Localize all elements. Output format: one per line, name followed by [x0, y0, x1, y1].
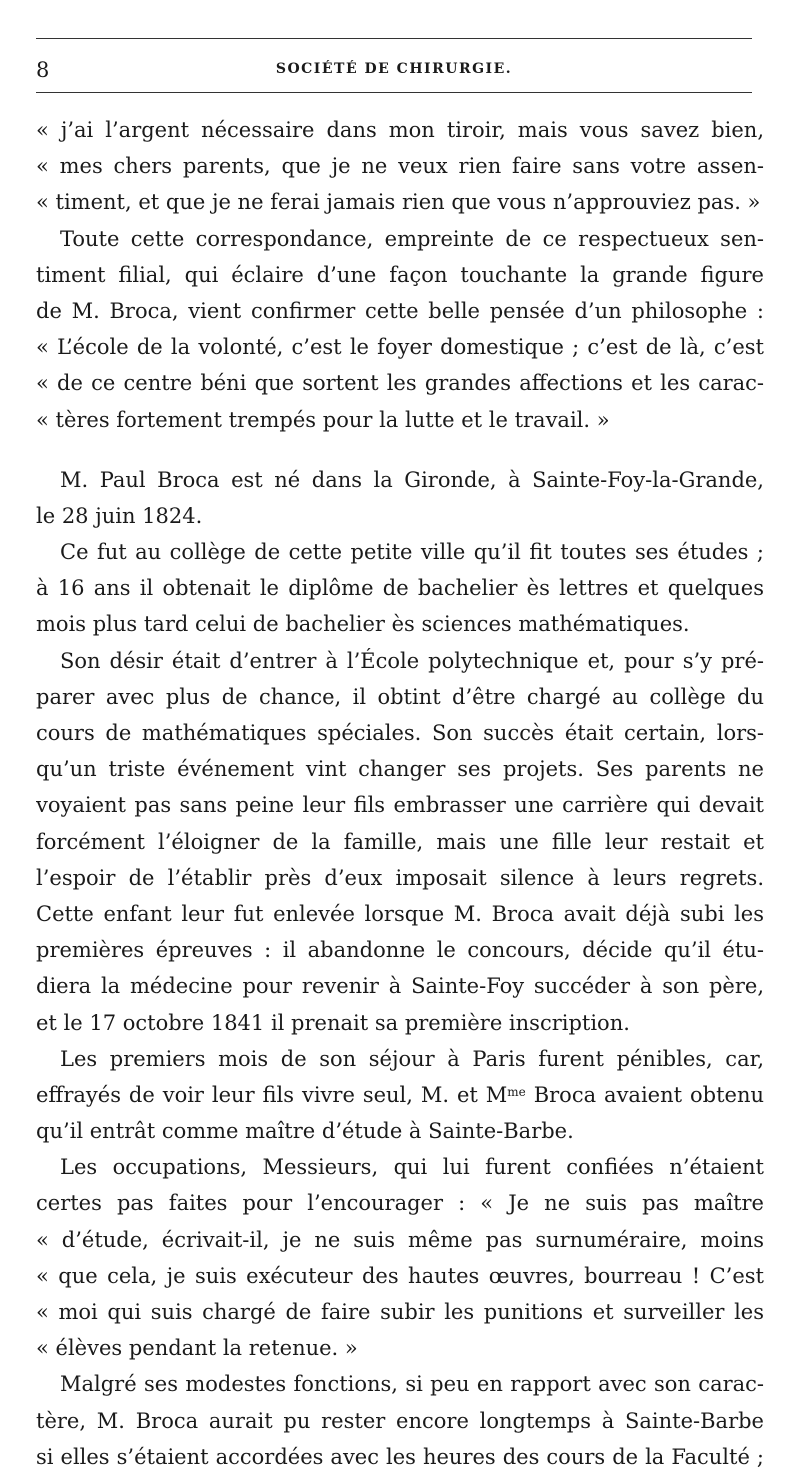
text-line: forcément l’éloigner de la famille, mais une fille leur restait et [36, 829, 764, 854]
text-line: qu’un triste événement vint changer ses projets. Ses parents ne [36, 757, 764, 782]
paragraph [36, 462, 764, 534]
paragraph [36, 221, 764, 438]
text-line: « mes chers parents, que je ne veux rien faire sans votre assen- [36, 154, 764, 179]
text-line: « timent, et que je ne ferai jamais rien que vous n’approuviez pas. » [36, 190, 761, 215]
paragraph [36, 534, 764, 643]
text-line: « que cela, je suis exécuteur des hautes œuvres, bourreau ! C’est [36, 1263, 764, 1288]
running-header [36, 58, 752, 82]
text-line: cours de mathématiques spéciales. Son succès était certain, lors- [36, 721, 764, 745]
text-line: « L’école de la volonté, c’est le foyer domestique ; c’est de là, c’est [36, 335, 764, 360]
text-line: Son désir était d’entrer à l’École polytechnique et, pour s’y pré- [60, 648, 764, 673]
text-line: si elles s’étaient accordées avec les heures des cours de la Faculté ; [36, 1444, 764, 1469]
text-line: de M. Broca, vient confirmer cette belle pensée d’un philosophe : [36, 298, 764, 323]
text-line [36, 1077, 764, 1113]
paragraph [36, 1041, 764, 1150]
text-line: « j’ai l’argent nécessaire dans mon tiroir, mais vous savez bien, [36, 118, 764, 142]
text-line: Toute cette correspondance, empreinte de ce respectueux sen- [60, 226, 764, 251]
text-span: Broca avaient obtenu [525, 1082, 764, 1107]
text-line: tère, M. Broca aurait pu rester encore longtemps à Sainte-Barbe [36, 1408, 764, 1433]
text-line: l’espoir de l’établir près d’eux imposait silence à leurs regrets. [36, 865, 764, 890]
text-line: « tères fortement trempés pour la lutte et le travail. » [36, 407, 610, 432]
text-line: voyaient pas sans peine leur fils embrasser une carrière qui devait [36, 793, 764, 818]
text-line: « d’étude, écrivait-il, je ne suis même pas surnuméraire, moins [36, 1227, 764, 1252]
paragraph-gap [36, 438, 764, 462]
paragraph [36, 643, 764, 1041]
running-title: SOCIÉTÉ DE CHIRURGIE. [275, 61, 513, 77]
header-top-rule [36, 38, 752, 39]
paragraph [36, 112, 764, 221]
text-line: diera la médecine pour revenir à Sainte-Foy succéder à son père, [36, 974, 764, 999]
text-span: effrayés de voir leur fils vivre seul, M. et M [36, 1082, 508, 1107]
text-line: parer avec plus de chance, il obtint d’être chargé au collège du [36, 684, 764, 709]
header-bottom-rule [36, 92, 752, 93]
paragraph [36, 1366, 764, 1475]
text-line: mois plus tard celui de bachelier ès sciences mathématiques. [36, 612, 690, 637]
page-number: 8 [36, 58, 50, 82]
text-line: Malgré ses modestes fonctions, si peu en rapport avec son carac- [60, 1372, 764, 1397]
text-line: Les premiers mois de son séjour à Paris furent pénibles, car, [60, 1046, 764, 1071]
paragraph [36, 1149, 764, 1366]
text-line: premières épreuves : il abandonne le concours, décide qu’il étu- [36, 938, 764, 963]
text-line: qu’il entrât comme maître d’étude à Sainte-Barbe. [36, 1119, 574, 1144]
text-line: timent filial, qui éclaire d’une façon touchante la grande figure [36, 262, 764, 287]
text-line: Les occupations, Messieurs, qui lui furent confiées n’étaient [60, 1155, 764, 1180]
body-text [36, 112, 764, 1475]
text-line: « moi qui suis chargé de faire subir les punitions et surveiller les [36, 1300, 764, 1324]
text-line: M. Paul Broca est né dans la Gironde, à Sainte-Foy-la-Grande, [60, 467, 764, 492]
text-line: et le 17 octobre 1841 il prenait sa première inscription. [36, 1010, 630, 1035]
text-line: « de ce centre béni que sortent les grandes affections et les carac- [36, 371, 764, 396]
text-line: le 28 juin 1824. [36, 503, 203, 528]
text-line: « élèves pendant la retenue. » [36, 1336, 358, 1361]
text-line: à 16 ans il obtenait le diplôme de bachelier ès lettres et quelques [36, 576, 764, 601]
text-line: certes pas faites pour l’encourager : « Je ne suis pas maître [36, 1191, 764, 1216]
text-line: Ce fut au collège de cette petite ville qu’il fit toutes ses études ; [60, 540, 764, 565]
text-line: Cette enfant leur fut enlevée lorsque M. Broca avait déjà subi les [36, 901, 764, 926]
superscript: me [507, 1084, 526, 1099]
